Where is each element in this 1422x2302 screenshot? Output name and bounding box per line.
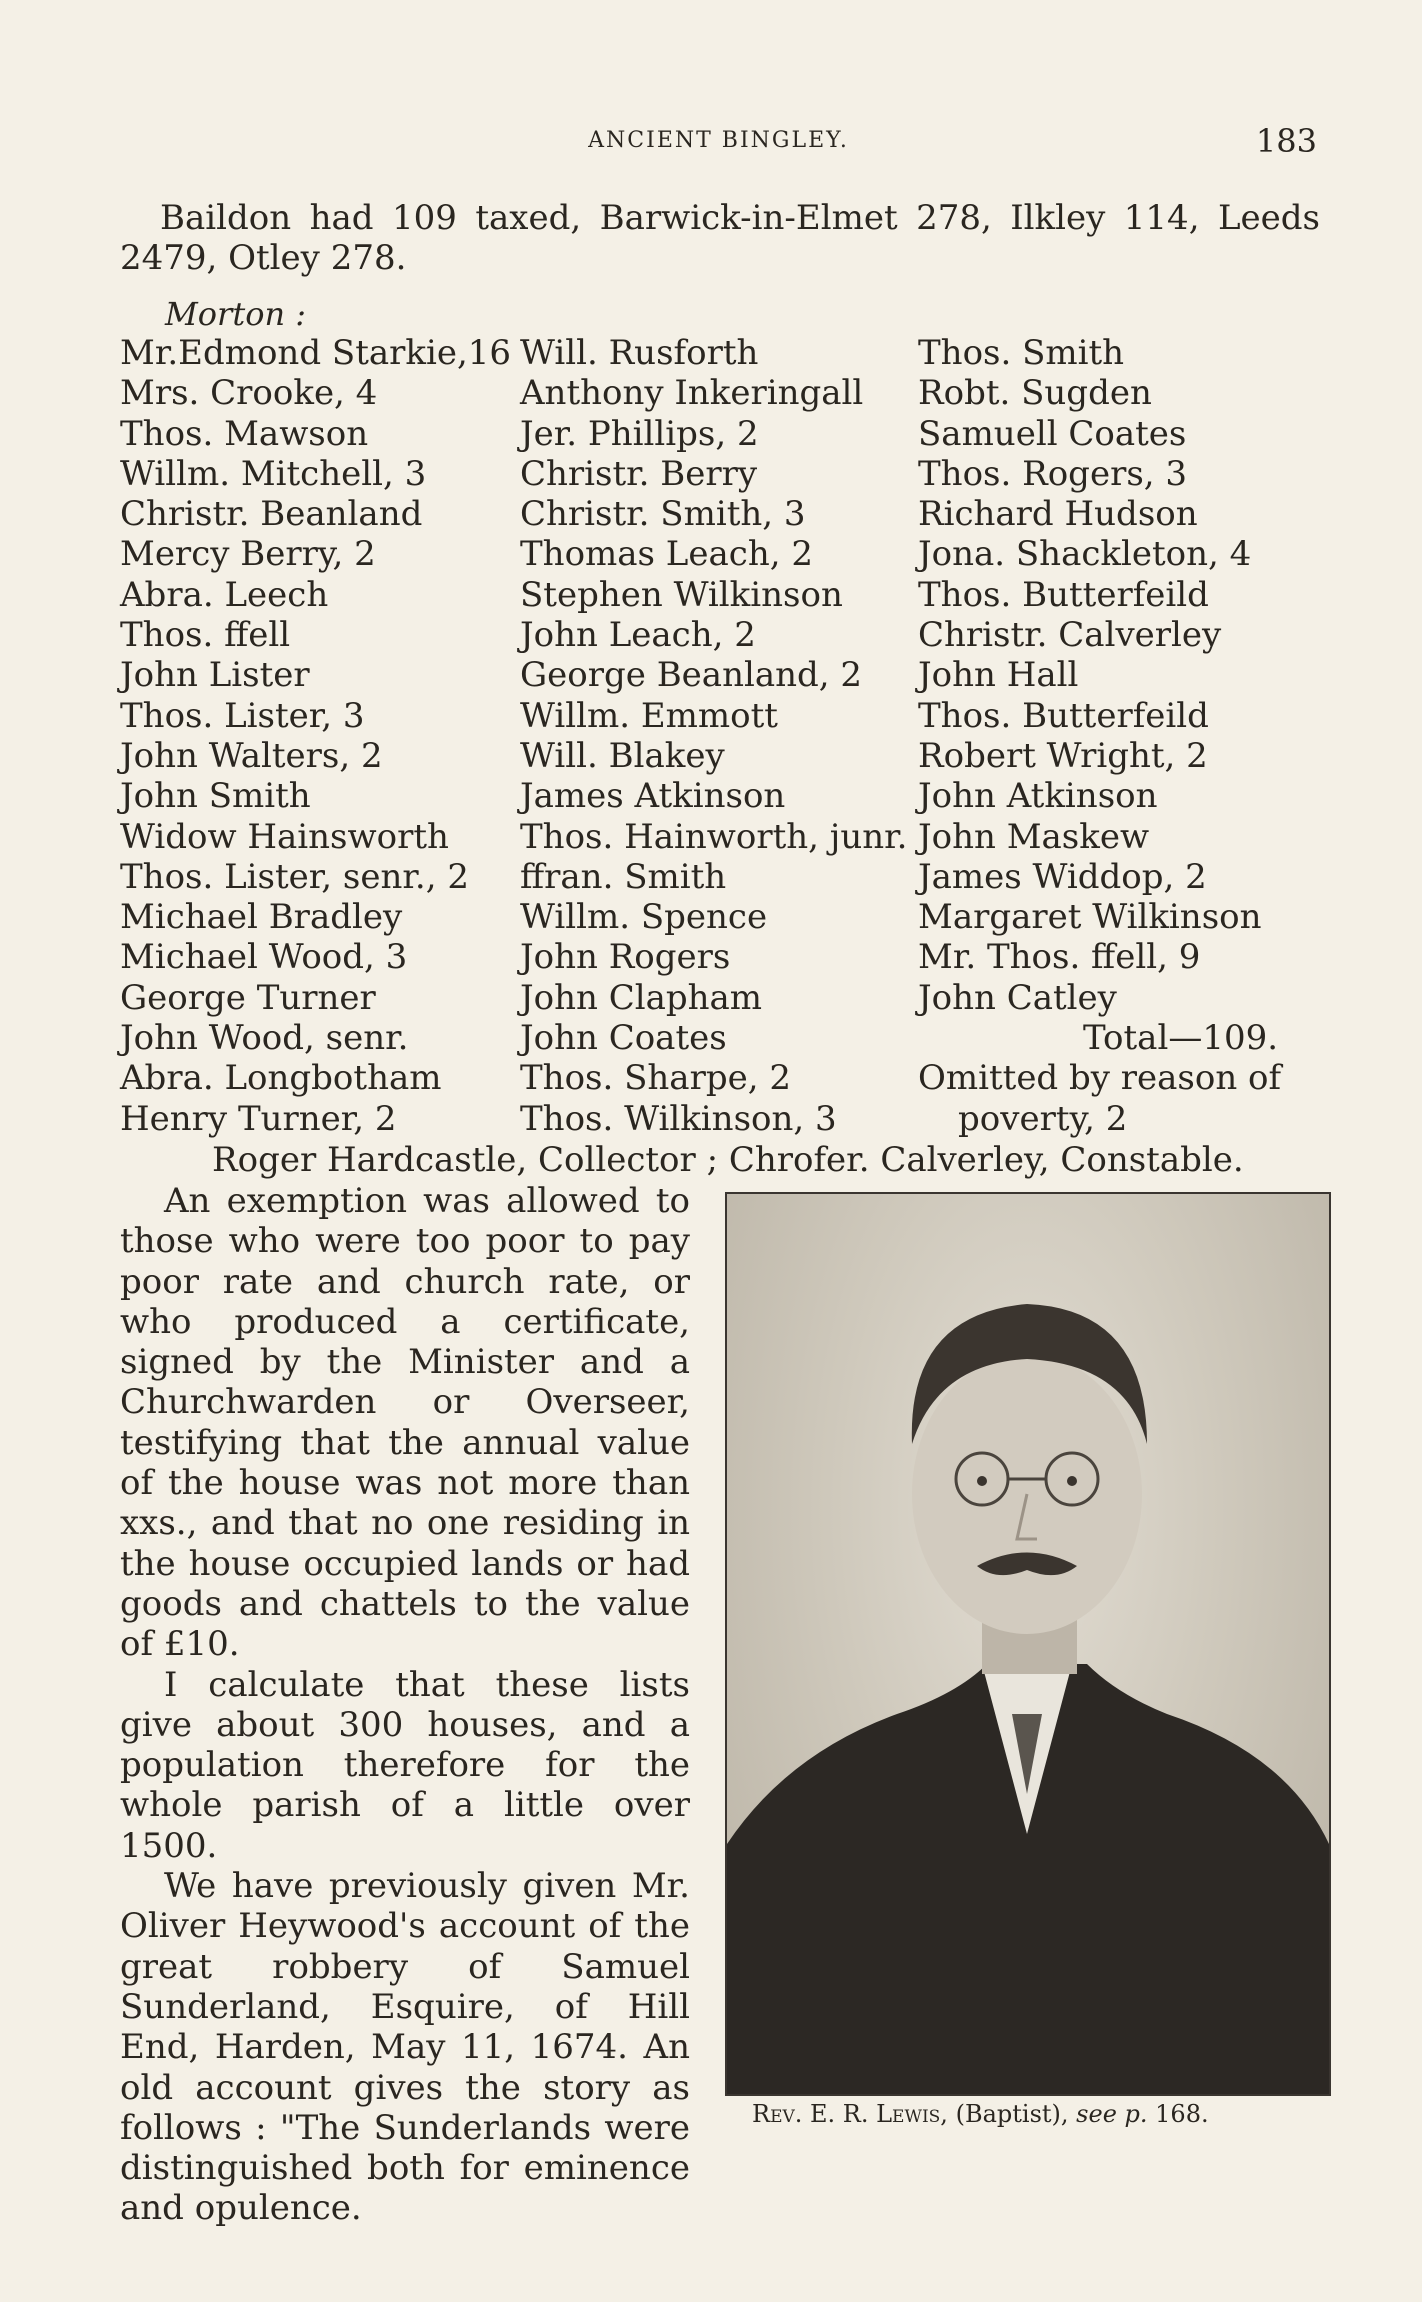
- name-entry: John Hall: [918, 655, 1079, 696]
- name-entry: Thos. Smith: [918, 333, 1125, 373]
- caption-page-ref: 168.: [1155, 2100, 1209, 2128]
- name-entry: Will. Blakey: [520, 735, 725, 776]
- poverty-line: poverty, 2: [958, 1098, 1128, 1139]
- name-entry: Richard Hudson: [918, 494, 1198, 535]
- name-entry: Stephen Wilkinson: [520, 574, 843, 615]
- names-column-3: [918, 333, 1281, 1139]
- name-entry: Thos. Mawson: [120, 413, 369, 454]
- name-entry: John Lister: [120, 655, 310, 696]
- total-line: Total—109.: [1083, 1018, 1279, 1059]
- page-number: 183: [1255, 122, 1317, 160]
- name-entry: Mercy Berry, 2: [120, 534, 376, 575]
- name-entry: Abra. Leech: [120, 574, 329, 615]
- name-entry: Christr. Berry: [520, 453, 758, 494]
- body-paragraphs: [120, 1181, 690, 2229]
- name-entry: Jona. Shackleton, 4: [918, 534, 1252, 575]
- name-entry: John Coates: [520, 1018, 727, 1059]
- name-entry: George Turner: [120, 977, 376, 1018]
- name-entry: Willm. Mitchell, 3: [120, 453, 427, 494]
- name-entry: John Smith: [120, 776, 311, 817]
- exemption-paragraph: An exemption was allowed to those who were too poor to pay poor rate and church rate, or who produced a certificate, signed by the Minister and a Churchwarden or Overseer, testifying that the annual value of the house was not more than xxs., and that no one residing in the house occupied lands or had goods and chattels to the value of £10.: [120, 1181, 690, 1665]
- name-entry: Thomas Leach, 2: [520, 534, 813, 575]
- name-entry: Willm. Emmott: [520, 695, 778, 736]
- name-entry: John Walters, 2: [120, 735, 383, 776]
- name-entry: Mr.Edmond Starkie,16: [120, 333, 512, 373]
- intro-paragraph: Baildon had 109 taxed, Barwick-in-Elmet 278, Ilkley 114, Leeds 2479, Otley 278.: [120, 198, 1320, 278]
- collector-constable-line: Roger Hardcastle, Collector ; Chrofer. Calverley, Constable.: [212, 1140, 1244, 1180]
- portrait-photograph: [725, 1192, 1331, 2096]
- name-entry: Christr. Smith, 3: [520, 494, 806, 535]
- name-entry: ffran. Smith: [520, 856, 727, 897]
- name-entry: Thos. Hainworth, junr.: [520, 816, 908, 857]
- name-entry: James Widdop, 2: [918, 856, 1207, 897]
- robbery-paragraph: We have previously given Mr. Oliver Heywood's account of the great robbery of Samuel Sunderland, Esquire, of Hill End, Harden, May 11, 1674. An old account gives the story as follows : "The Sunderlands were distinguished both for eminence and opulence.: [120, 1866, 690, 2229]
- population-paragraph: I calculate that these lists give about 300 houses, and a population therefore for the whole parish of a little over 1500.: [120, 1664, 690, 1866]
- name-entry: Christr. Calverley: [918, 615, 1222, 656]
- name-entry: John Atkinson: [918, 776, 1158, 817]
- name-entry: Margaret Wilkinson: [918, 897, 1262, 938]
- page-header: [120, 122, 1317, 162]
- omitted-line: Omitted by reason of: [918, 1058, 1282, 1099]
- name-entry: Michael Wood, 3: [120, 937, 408, 978]
- name-entry: Michael Bradley: [120, 897, 403, 938]
- name-entry: John Clapham: [520, 977, 763, 1018]
- caption-denomination: (Baptist),: [955, 2100, 1069, 2128]
- name-entry: Mrs. Crooke, 4: [120, 373, 378, 414]
- name-entry: Samuell Coates: [918, 413, 1187, 454]
- name-entry: Jer. Phillips, 2: [520, 413, 759, 454]
- name-entry: George Beanland, 2: [520, 655, 863, 696]
- name-entry: Christr. Beanland: [120, 494, 423, 535]
- caption-see: see p.: [1076, 2100, 1148, 2128]
- name-entry: Thos. Rogers, 3: [918, 453, 1188, 494]
- name-entry: Henry Turner, 2: [120, 1098, 397, 1139]
- name-entry: Thos. ffell: [120, 615, 291, 656]
- name-entry: Thos. Lister, 3: [120, 695, 365, 736]
- caption-name: Rev. E. R. Lewis,: [752, 2100, 948, 2128]
- name-entry: James Atkinson: [520, 776, 786, 817]
- names-column-2: [520, 333, 907, 1139]
- name-entry: Robt. Sugden: [918, 373, 1152, 414]
- name-entry: Mr. Thos. ffell, 9: [918, 937, 1201, 978]
- name-entry: John Maskew: [918, 816, 1150, 857]
- name-entry: Will. Rusforth: [520, 333, 759, 373]
- name-entry: Thos. Wilkinson, 3: [520, 1098, 837, 1139]
- section-heading-morton: Morton :: [165, 295, 307, 333]
- name-entry: John Wood, senr.: [120, 1018, 409, 1059]
- name-entry: Robert Wright, 2: [918, 735, 1208, 776]
- name-entry: Thos. Sharpe, 2: [520, 1058, 791, 1099]
- running-title: ANCIENT BINGLEY.: [588, 128, 849, 153]
- name-entry: Anthony Inkeringall: [520, 373, 864, 414]
- name-entry: John Leach, 2: [520, 615, 756, 656]
- portrait-caption: [752, 2100, 1209, 2128]
- name-entry: John Rogers: [520, 937, 731, 978]
- name-entry: Thos. Butterfeild: [918, 574, 1209, 615]
- name-entry: Willm. Spence: [520, 897, 768, 938]
- name-entry: Thos. Butterfeild: [918, 695, 1209, 736]
- name-entry: Abra. Longbotham: [120, 1058, 442, 1099]
- names-column-1: [120, 333, 511, 1139]
- name-entry: John Catley: [918, 977, 1117, 1018]
- name-entry: Widow Hainsworth: [120, 816, 449, 857]
- portrait-illustration: [727, 1194, 1329, 2094]
- name-entry: Thos. Lister, senr., 2: [120, 856, 469, 897]
